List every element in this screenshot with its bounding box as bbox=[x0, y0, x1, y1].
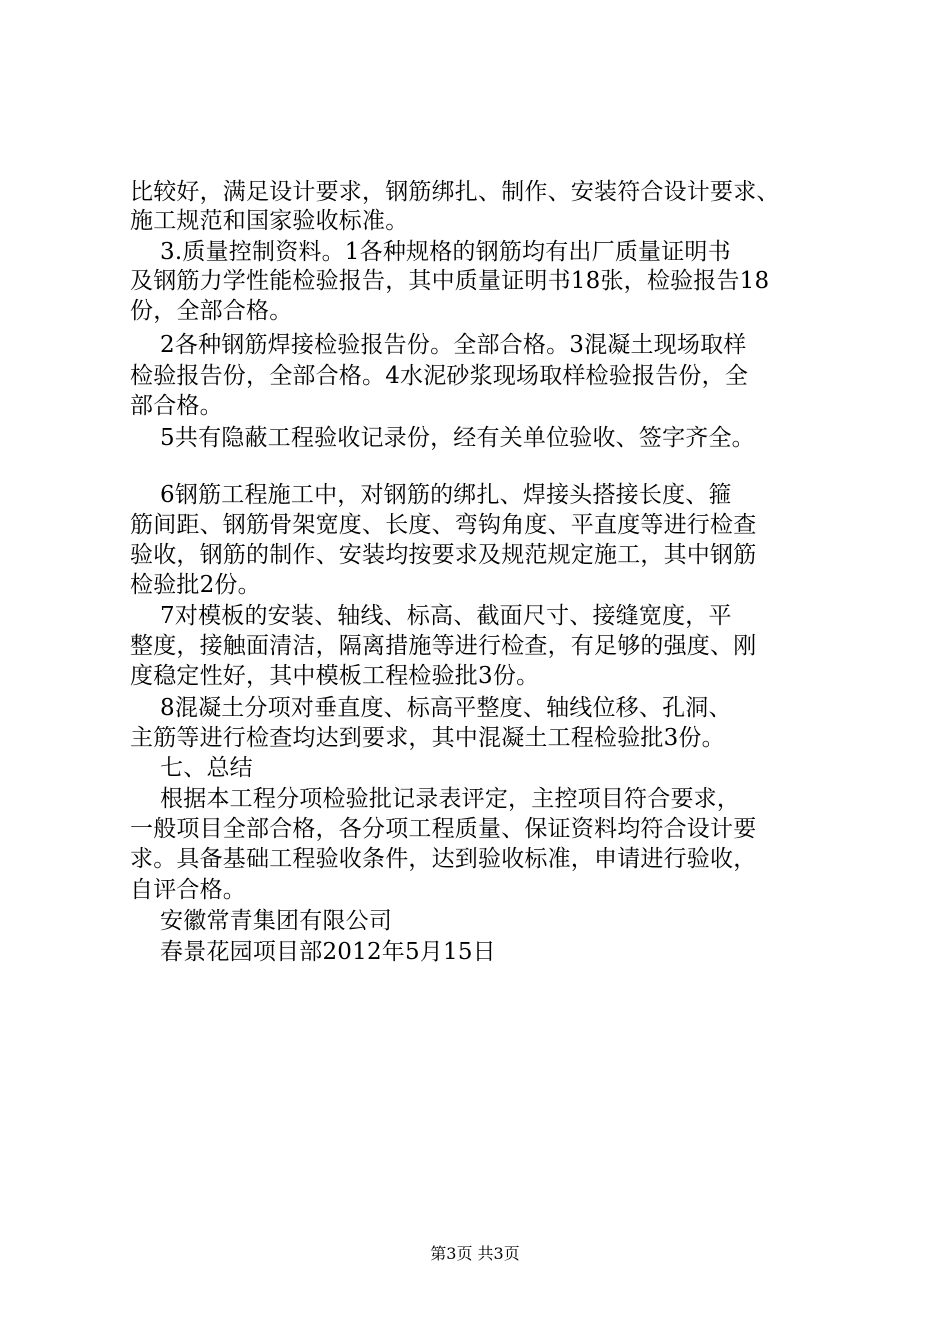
paragraph-line: 主筋等进行检查均达到要求，其中混凝土工程检验批3份。 bbox=[130, 725, 725, 751]
paragraph-line: 5共有隐蔽工程验收记录份，经有关单位验收、签字齐全。 bbox=[130, 425, 755, 451]
paragraph-line: 整度，接触面清洁，隔离措施等进行检查，有足够的强度、刚 bbox=[130, 633, 757, 659]
page-number-footer: 第3页 共3页 bbox=[430, 1244, 520, 1263]
paragraph-line: 及钢筋力学性能检验报告，其中质量证明书18张，检验报告18 bbox=[130, 268, 770, 294]
signature-company: 安徽常青集团有限公司 bbox=[130, 908, 393, 934]
paragraph-line: 部合格。 bbox=[130, 393, 223, 419]
paragraph-line: 比较好，满足设计要求，钢筋绑扎、制作、安装符合设计要求、 bbox=[130, 179, 780, 205]
paragraph-line: 2各种钢筋焊接检验报告份。全部合格。3混凝土现场取样 bbox=[130, 332, 747, 358]
paragraph-line: 8混凝土分项对垂直度、标高平整度、轴线位移、孔洞、 bbox=[130, 695, 732, 721]
paragraph-line: 求。具备基础工程验收条件，达到验收标准，申请进行验收， bbox=[130, 846, 757, 872]
paragraph-line: 自评合格。 bbox=[130, 877, 246, 903]
paragraph-line: 7对模板的安装、轴线、标高、截面尺寸、接缝宽度，平 bbox=[130, 603, 732, 629]
paragraph-line: 验收，钢筋的制作、安装均按要求及规范规定施工，其中钢筋 bbox=[130, 542, 757, 568]
paragraph-line: 筋间距、钢筋骨架宽度、长度、弯钩角度、平直度等进行检查 bbox=[130, 512, 757, 538]
paragraph-line: 检验批2份。 bbox=[130, 572, 261, 598]
signature-date: 春景花园项目部2012年5月15日 bbox=[130, 939, 496, 965]
paragraph-line: 一般项目全部合格，各分项工程质量、保证资料均符合设计要 bbox=[130, 816, 757, 842]
paragraph-line: 6钢筋工程施工中，对钢筋的绑扎、焊接头搭接长度、箍 bbox=[130, 482, 732, 508]
paragraph-line: 施工规范和国家验收标准。 bbox=[130, 208, 409, 234]
paragraph-line: 根据本工程分项检验批记录表评定，主控项目符合要求， bbox=[130, 786, 741, 812]
paragraph-line: 检验报告份，全部合格。4水泥砂浆现场取样检验报告份，全 bbox=[130, 363, 749, 389]
paragraph-line: 度稳定性好，其中模板工程检验批3份。 bbox=[130, 663, 540, 689]
paragraph-line: 3.质量控制资料。1各种规格的钢筋均有出厂质量证明书 bbox=[130, 239, 731, 265]
section-heading: 七、总结 bbox=[130, 755, 253, 781]
paragraph-line: 份，全部合格。 bbox=[130, 298, 293, 324]
